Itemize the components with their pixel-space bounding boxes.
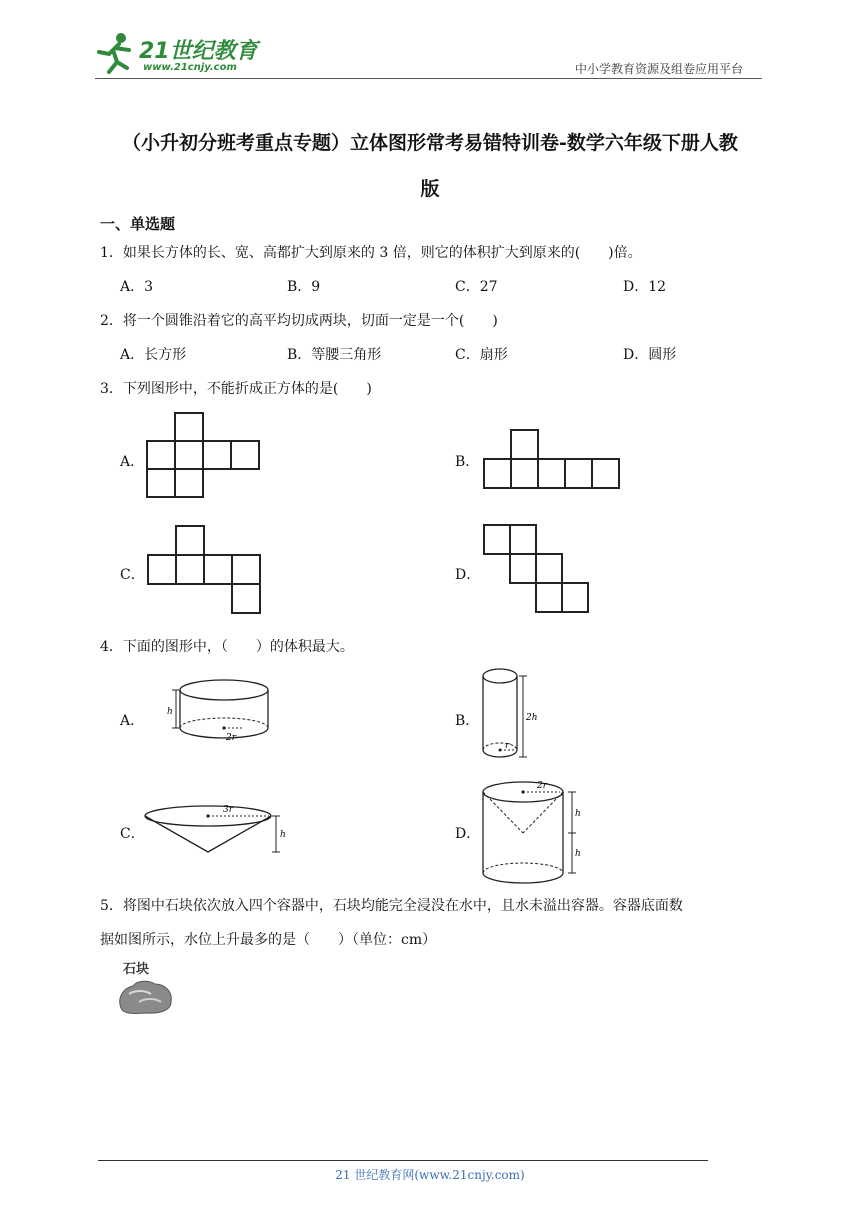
q3-option-a[interactable]: A．	[120, 454, 145, 470]
runner-icon	[95, 32, 135, 76]
q2-option-d[interactable]: D．圆形	[623, 347, 677, 363]
q4-option-d[interactable]: D．	[455, 826, 481, 842]
q1-option-a[interactable]: A．3	[120, 279, 154, 295]
header-rule	[95, 78, 762, 79]
q3-net-c	[148, 526, 268, 616]
q3-net-a	[147, 413, 267, 503]
question-4-stem: 4．下面的图形中，（ ）的体积最大。	[100, 639, 354, 655]
q3-option-c[interactable]: C．	[120, 567, 145, 583]
q3-option-b[interactable]: B．	[455, 454, 480, 470]
q4-cylinder-b	[480, 664, 550, 764]
q3-net-b	[484, 430, 624, 490]
q2-option-c[interactable]: C．扇形	[455, 347, 508, 363]
q4d-h-label-bottom: h	[575, 849, 581, 859]
q4c-h-label: h	[280, 830, 286, 840]
q4d-h-label-top: h	[575, 809, 581, 819]
header-logo	[95, 32, 265, 78]
footer-rule	[98, 1160, 708, 1161]
q1-option-b[interactable]: B．9	[287, 279, 321, 295]
question-5-stem-line1: 5．将图中石块依次放入四个容器中，石块均能完全浸没在水中，且水未溢出容器。容器底面数	[100, 898, 683, 914]
q1-option-d[interactable]: D．12	[623, 279, 667, 295]
stone-label: 石块	[123, 962, 150, 977]
q4b-2h-label: 2h	[526, 713, 538, 723]
section-heading: 一、单选题	[100, 215, 176, 233]
logo-url-text: www.21cnjy.com	[143, 62, 237, 73]
q4-cone-c	[143, 800, 293, 860]
question-5-stem-line2: 据如图所示，水位上升最多的是（ ）（单位：cm）	[100, 932, 437, 948]
q2-option-a[interactable]: A．长方形	[120, 347, 187, 363]
q4-option-c[interactable]: C．	[120, 826, 145, 842]
q4c-3r-label: 3r	[223, 805, 234, 815]
q4-option-b[interactable]: B．	[455, 713, 480, 729]
page-title-line1: （小升初分班考重点专题）立体图形常考易错特训卷-数学六年级下册人教	[122, 132, 738, 154]
question-1-stem: 1．如果长方体的长、宽、高都扩大到原来的 3 倍，则它的体积扩大到原来的( )倍。	[100, 245, 642, 261]
page-title-line2: 版	[420, 178, 440, 200]
header-platform: 中小学教育资源及组卷应用平台	[575, 62, 744, 76]
q4b-r-label: r	[505, 741, 510, 751]
q4a-h-label: h	[167, 707, 173, 717]
q4a-2r-label: 2r	[226, 733, 237, 743]
q3-net-d	[484, 525, 594, 617]
logo-main-text: 21世纪教育	[139, 39, 258, 64]
stone-icon	[115, 976, 175, 1016]
question-3-stem: 3．下列图形中，不能折成正方体的是( )	[100, 381, 372, 397]
footer-link[interactable]: 21 世纪教育网(www.21cnjy.com)	[335, 1168, 525, 1182]
question-2-stem: 2．将一个圆锥沿着它的高平均切成两块，切面一定是一个( )	[100, 313, 498, 329]
q2-option-b[interactable]: B．等腰三角形	[287, 347, 382, 363]
q3-option-d[interactable]: D．	[455, 567, 481, 583]
stone-figure	[115, 958, 175, 1018]
q4-option-a[interactable]: A．	[120, 713, 145, 729]
q1-option-c[interactable]: C．27	[455, 279, 498, 295]
q4d-2r-label: 2r	[537, 781, 548, 791]
q4-cylinder-a	[160, 676, 280, 746]
q4-cylinder-cone-d	[480, 778, 590, 888]
